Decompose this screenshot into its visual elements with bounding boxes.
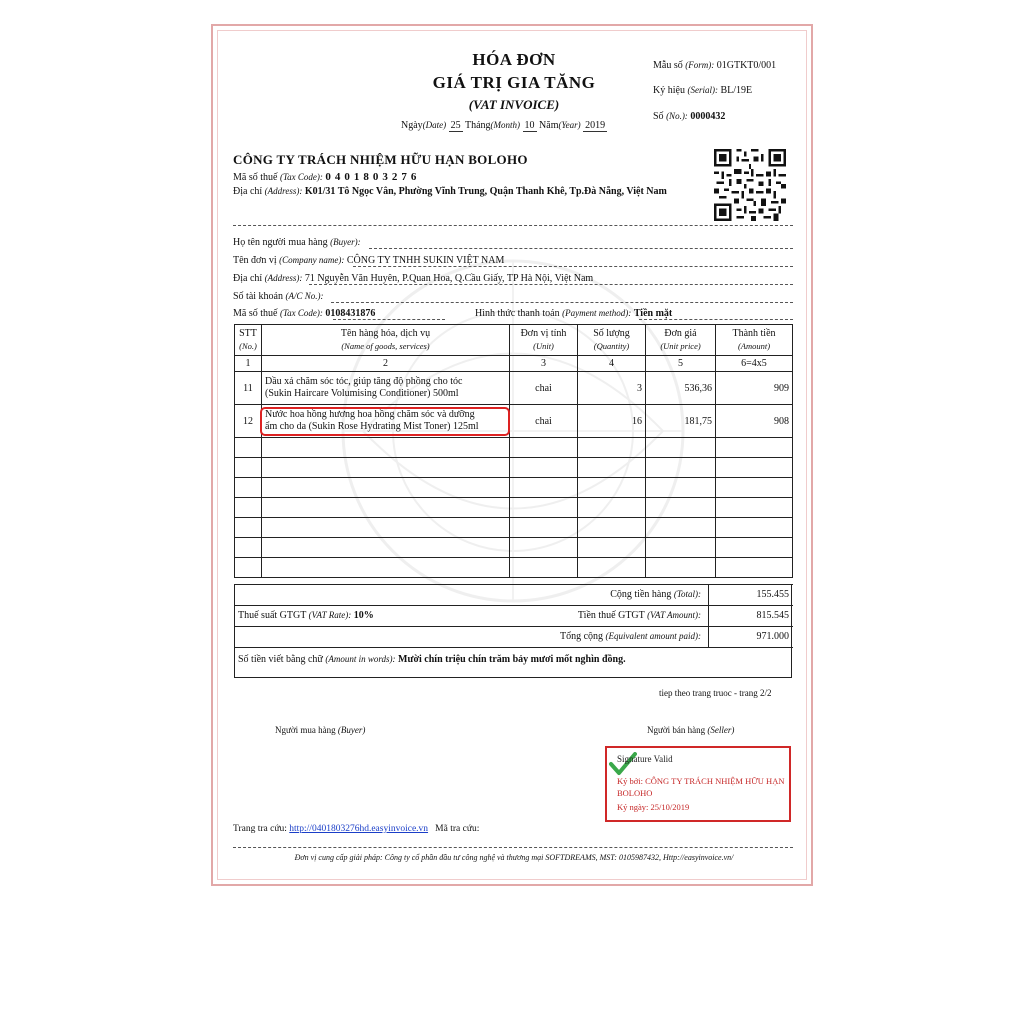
invoice-subtitle: GIÁ TRỊ GIA TĂNG xyxy=(432,73,596,92)
payment-dotline xyxy=(639,319,793,320)
item-amount: 909 xyxy=(716,372,793,405)
total-value: 155.455 xyxy=(756,589,789,600)
grand-total-row: Tổng cộng (Equivalent amount paid): 971.000 xyxy=(235,626,793,647)
item-unit-price: 181,75 xyxy=(646,405,716,438)
buyer-company: Tên đơn vị (Company name): CÔNG TY TNHH SUKIN VIỆT NAM xyxy=(233,255,505,266)
index-cell: 3 xyxy=(510,356,578,372)
item-no: 12 xyxy=(235,405,262,438)
empty-row xyxy=(235,438,793,458)
vat-row: Thuế suất GTGT (VAT Rate): 10% Tiền thuế GTGT (VAT Amount): 815.545 xyxy=(235,605,793,626)
seller-name: CÔNG TY TRÁCH NHIỆM HỮU HẠN BOLOHO xyxy=(233,152,528,167)
item-name: Nước hoa hồng hương hoa hồng chăm sóc và dưỡng ẩm cho da (Sukin Rose Hydrating Mist Toner) 125ml xyxy=(262,405,510,438)
col-header-name: Tên hàng hóa, dịch vụ (Name of goods, services) xyxy=(262,325,510,356)
buyer-address-dotline xyxy=(309,284,793,285)
signed-by: Ký bởi: CÔNG TY TRÁCH NHIỆM HỮU HẠN BOLOHO xyxy=(617,776,785,798)
buyer-address-value: 71 Nguyễn Văn Huyên, P.Quan Hoa, Q.Cầu Giấy, TP Hà Nội, Việt Nam xyxy=(304,273,594,284)
empty-row xyxy=(235,478,793,498)
qr-code-icon xyxy=(714,149,786,221)
seller-address: Địa chỉ (Address): K01/31 Tô Ngọc Vân, Phường Vĩnh Trung, Quận Thanh Khê, Tp.Đà Nẵng, Việt Nam xyxy=(233,186,667,197)
digital-signature-box xyxy=(605,746,791,822)
item-no: 11 xyxy=(235,372,262,405)
buyer-tax-value: 0108431876 xyxy=(325,308,376,319)
item-unit: chai xyxy=(510,372,578,405)
buyer-name: Họ tên người mua hàng (Buyer): xyxy=(233,237,361,248)
buyer-account: Số tài khoản (A/C No.): xyxy=(233,291,324,302)
buyer-tax-code: Mã số thuế (Tax Code): 0108431876 xyxy=(233,308,376,319)
col-header-unit-price: Đơn giá (Unit price) xyxy=(646,325,716,356)
signed-date: Ký ngày: 25/10/2019 xyxy=(617,802,690,812)
item-quantity: 16 xyxy=(578,405,646,438)
highlight-annotation xyxy=(260,407,510,436)
vat-rate-value: 10% xyxy=(353,610,374,621)
invoice-number: Số (No.): 0000432 xyxy=(653,111,726,122)
buyer-name-dotline xyxy=(369,248,793,249)
col-header-amount: Thành tiền (Amount) xyxy=(716,325,793,356)
table-index-row xyxy=(235,356,793,372)
buyer-account-dotline xyxy=(331,302,793,303)
col-header-quantity: Số lượng (Quantity) xyxy=(578,325,646,356)
col-header-unit: Đơn vị tính (Unit) xyxy=(510,325,578,356)
empty-row xyxy=(235,538,793,558)
page-continuation: tiep theo trang truoc - trang 2/2 xyxy=(659,688,772,698)
payment-method: Hình thức thanh toán (Payment method): Tiền mặt xyxy=(475,308,673,319)
index-cell: 1 xyxy=(235,356,262,372)
empty-row xyxy=(235,458,793,478)
index-cell: 4 xyxy=(578,356,646,372)
footer-separator xyxy=(233,847,793,848)
amount-in-words-value: Mười chín triệu chín trăm bảy mươi mốt nghìn đồng. xyxy=(398,654,626,665)
invoice-title: HÓA ĐƠN xyxy=(472,50,556,69)
item-unit: chai xyxy=(510,405,578,438)
buyer-tax-dotline xyxy=(333,319,445,320)
form-number: Mẫu số (Form): 01GTKT0/001 xyxy=(653,60,777,71)
empty-row xyxy=(235,518,793,538)
lookup-link[interactable]: http://0401803276hd.easyinvoice.vn xyxy=(289,824,429,834)
empty-row xyxy=(235,498,793,518)
serial-number: Ký hiệu (Serial): BL/19E xyxy=(653,85,753,96)
separator xyxy=(233,225,793,226)
invoice-date: Ngày(Date) 25 Tháng(Month) 10 Năm(Year) 2019 xyxy=(401,120,606,131)
index-cell: 5 xyxy=(646,356,716,372)
seller-signature-label: Người bán hàng (Seller) xyxy=(647,725,735,735)
seller-tax-code: Mã số thuế (Tax Code): 0401803276 xyxy=(233,171,421,183)
table-row xyxy=(235,372,793,405)
buyer-address: Địa chỉ (Address): 71 Nguyễn Văn Huyên, P.Quan Hoa, Q.Cầu Giấy, TP Hà Nội, Việt Nam xyxy=(233,273,594,284)
item-name: Dầu xả chăm sóc tóc, giúp tăng độ phồng cho tóc (Sukin Haircare Volumising Conditioner) 500ml xyxy=(262,372,510,405)
item-unit-price: 536,36 xyxy=(646,372,716,405)
total-row: Cộng tiền hàng (Total): 155.455 xyxy=(235,584,793,605)
amount-in-words-row: Số tiền viết bằng chữ (Amount in words): Mười chín triệu chín trăm bảy mươi mốt nghìn đồng. xyxy=(235,647,793,678)
index-cell: 6=4x5 xyxy=(716,356,793,372)
totals-divider xyxy=(708,584,709,647)
lookup-info: Trang tra cứu: http://0401803276hd.easyinvoice.vn Mã tra cứu: xyxy=(233,824,480,834)
grand-total-value: 971.000 xyxy=(756,631,789,642)
col-header-no: STT (No.) xyxy=(235,325,262,356)
payment-method-value: Tiền mặt xyxy=(633,308,673,319)
item-quantity: 3 xyxy=(578,372,646,405)
buyer-company-dotline xyxy=(353,266,793,267)
vat-amount-value: 815.545 xyxy=(756,610,789,621)
signature-valid-label: Signature Valid xyxy=(617,754,673,764)
buyer-signature-label: Người mua hàng (Buyer) xyxy=(275,725,366,735)
item-amount: 908 xyxy=(716,405,793,438)
empty-row xyxy=(235,558,793,578)
date-month: 10 xyxy=(524,120,535,131)
index-cell: 2 xyxy=(262,356,510,372)
totals-block xyxy=(234,584,792,678)
buyer-company-value: CÔNG TY TNHH SUKIN VIỆT NAM xyxy=(346,255,505,266)
date-day: 25 xyxy=(450,120,461,131)
invoice-page xyxy=(211,24,813,886)
items-table xyxy=(234,324,793,578)
invoice-title-en: (VAT INVOICE) xyxy=(468,97,560,112)
date-year: 2019 xyxy=(585,120,606,131)
table-header-row xyxy=(235,325,793,356)
footer-provider: Đơn vị cung cấp giải pháp: Công ty cổ phần đầu tư công nghệ và thương mại SOFTDREAMS, MST: 0105987432, Http://easyinvoice.vn/ xyxy=(294,853,734,862)
